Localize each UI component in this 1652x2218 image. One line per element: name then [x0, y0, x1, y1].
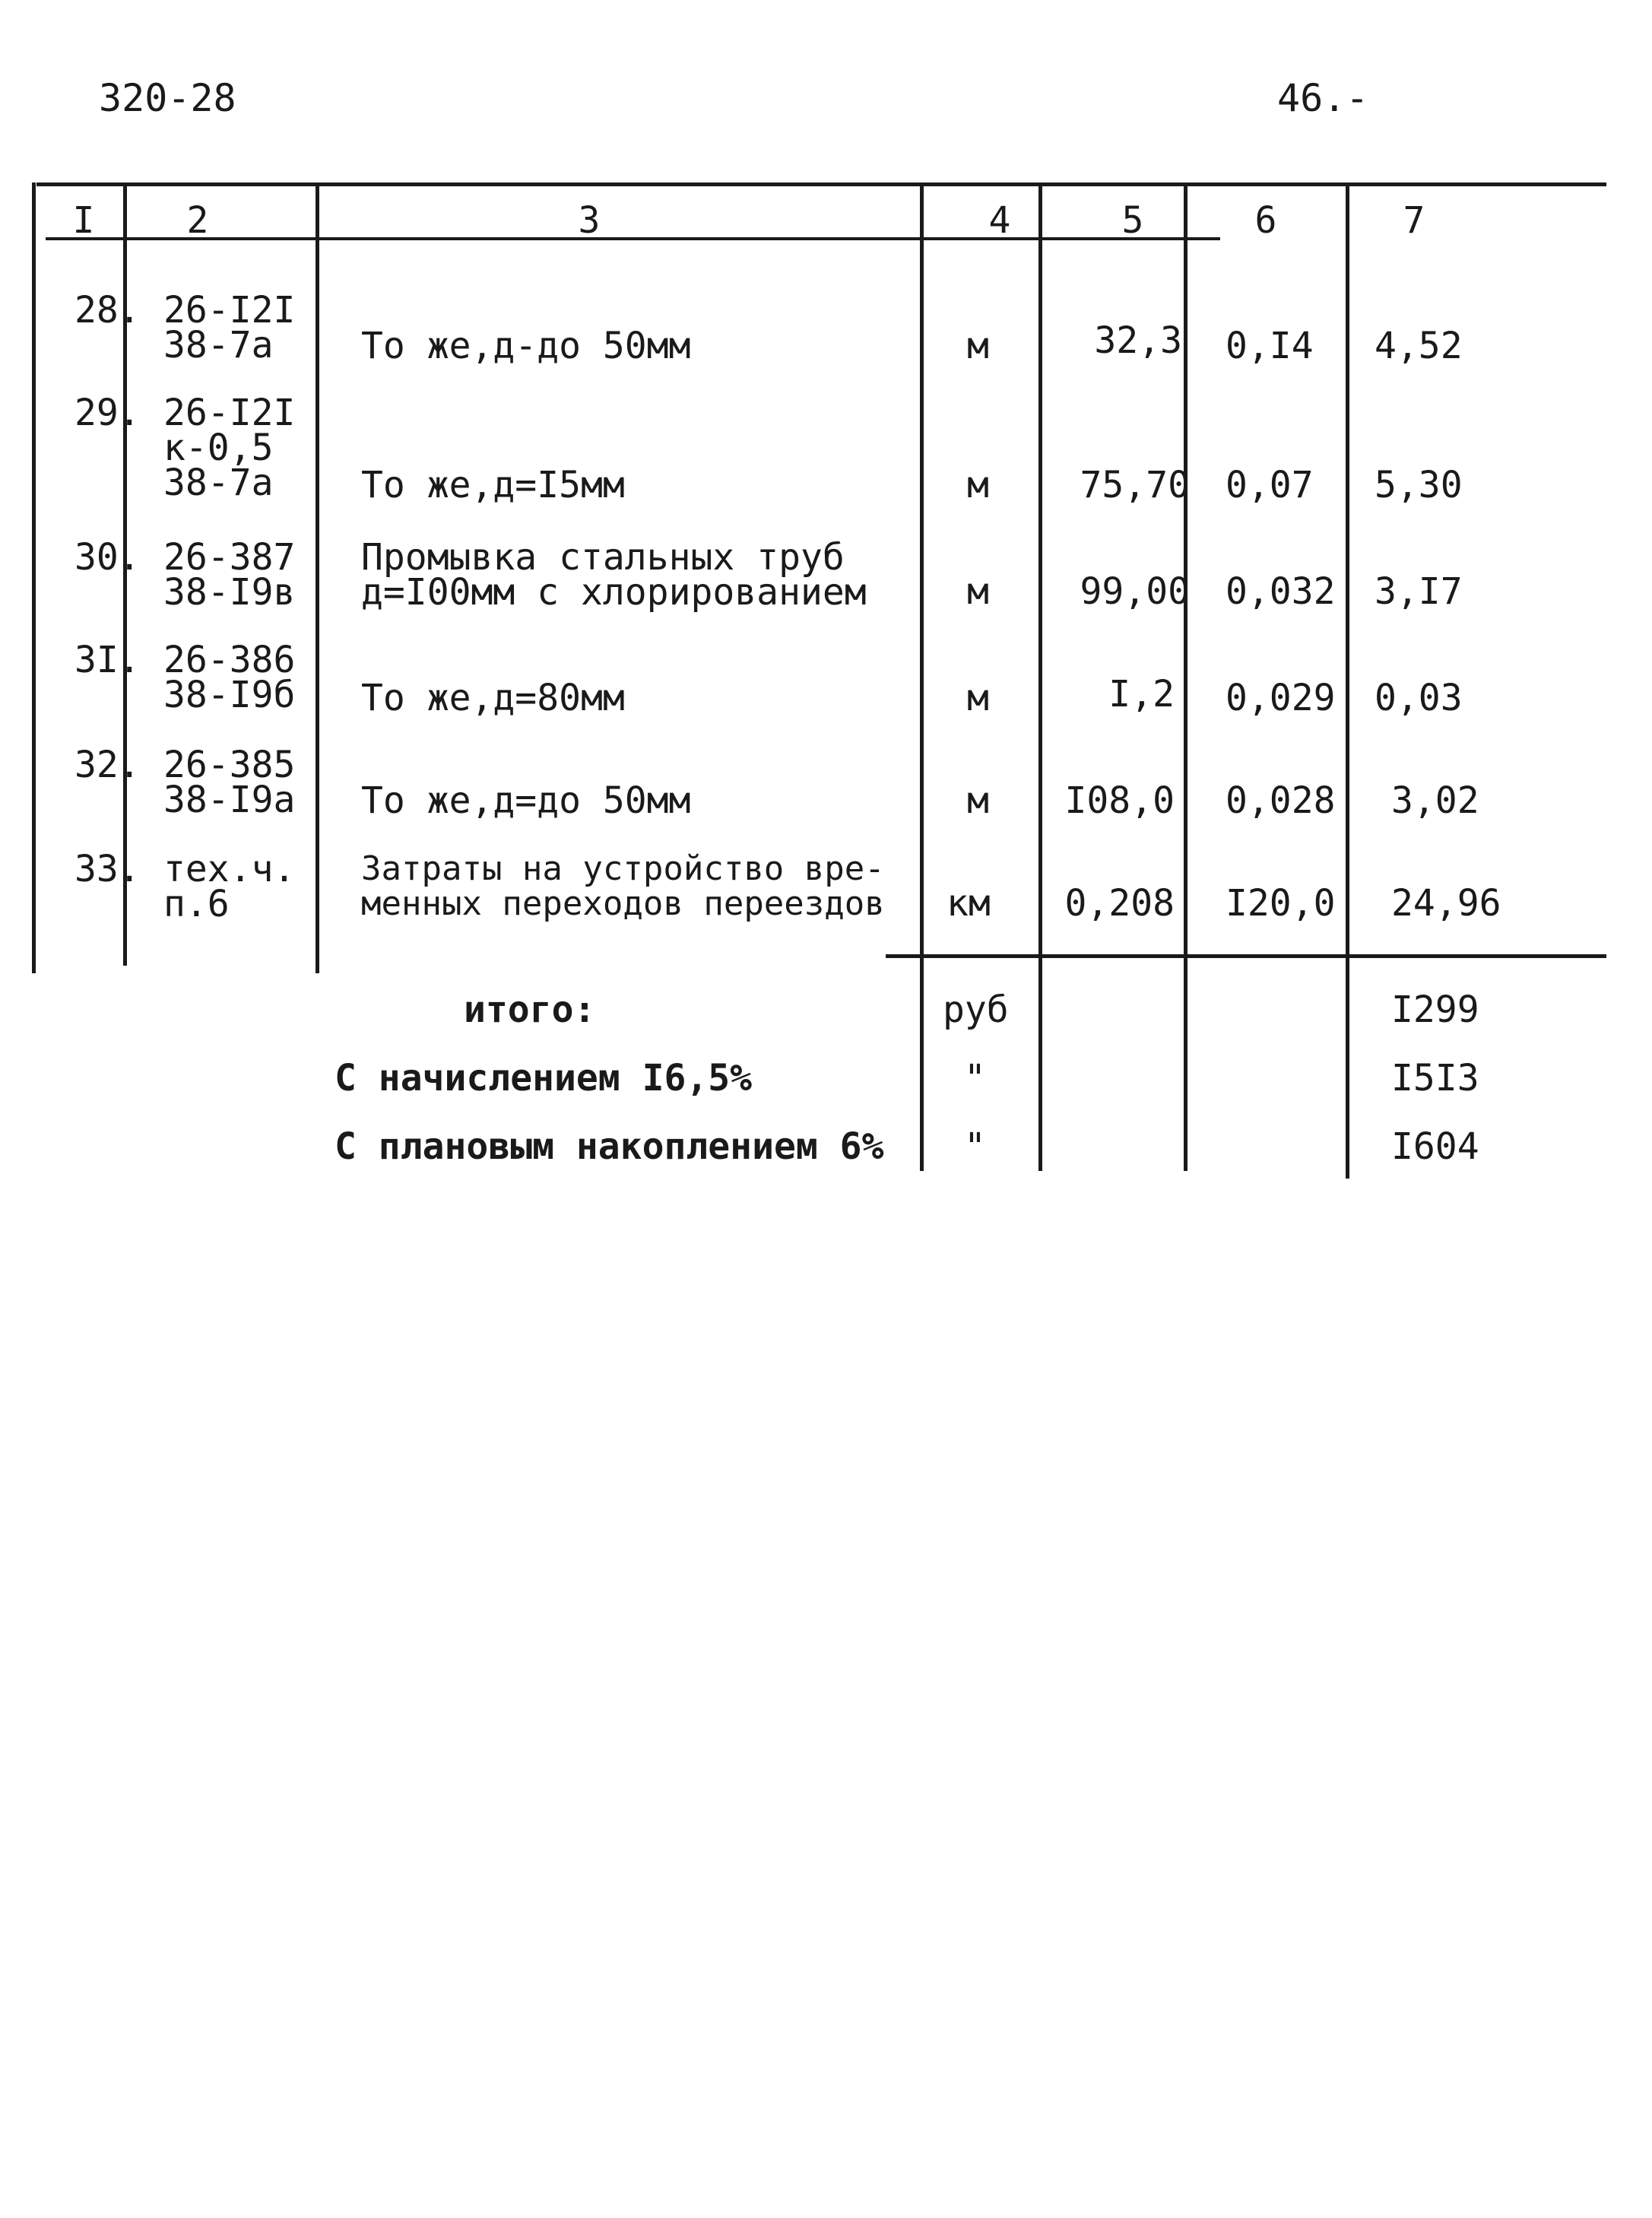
- row-quantity: I,2: [1108, 673, 1175, 716]
- document-code: 320-28: [99, 76, 236, 120]
- row-number: 33.: [75, 848, 141, 890]
- row-code: тех.ч. п.6: [163, 848, 296, 925]
- column-divider-4: [1038, 182, 1042, 1171]
- column-header-6: 6: [1254, 199, 1277, 242]
- row-code: 26-385 38-I9a: [163, 744, 296, 821]
- planned-accumulation-unit: ": [964, 1125, 986, 1168]
- row-rate: 0,I4: [1226, 325, 1314, 367]
- column-header-4: 4: [988, 199, 1011, 242]
- row-number: 29.: [75, 392, 141, 434]
- row-code: 26-387 38-I9в: [163, 536, 296, 614]
- row-description: То же,д=80мм: [361, 677, 625, 719]
- row-description: Затраты на устройство вре- менных переходов переездов: [361, 849, 885, 923]
- row-quantity: 99,00: [1080, 570, 1190, 613]
- planned-accumulation-value: I604: [1391, 1125, 1479, 1168]
- row-description: То же,д=I5мм: [361, 464, 625, 506]
- table-bottom-rule: [886, 954, 1606, 958]
- table-left-border: [32, 182, 36, 973]
- page-number: 46.-: [1277, 76, 1369, 120]
- row-number: 28.: [75, 289, 141, 332]
- row-number: 32.: [75, 744, 141, 786]
- row-code: 26-I2I к-0,5 38-7a: [163, 392, 296, 504]
- row-code: 26-386 38-I9б: [163, 639, 296, 716]
- row-rate: 0,032: [1226, 570, 1336, 613]
- column-divider-6: [1346, 182, 1349, 1179]
- column-divider-2: [315, 182, 319, 973]
- row-unit: км: [946, 882, 991, 925]
- row-total: 0,03: [1375, 677, 1463, 719]
- row-number: 30.: [75, 536, 141, 579]
- surcharge-label: С начислением I6,5%: [335, 1057, 753, 1099]
- row-quantity: 0,208: [1064, 882, 1175, 925]
- row-description: То же,д=до 50мм: [361, 779, 691, 822]
- surcharge-value: I5I3: [1391, 1057, 1479, 1099]
- row-description: То же,д-до 50мм: [361, 325, 691, 367]
- column-divider-3: [920, 182, 924, 1171]
- row-unit: м: [967, 464, 989, 506]
- table-top-rule: [36, 182, 1606, 186]
- row-quantity: 75,70: [1080, 464, 1190, 506]
- row-unit: м: [967, 677, 989, 719]
- row-total: 4,52: [1375, 325, 1463, 367]
- row-total: 24,96: [1391, 882, 1501, 925]
- column-divider-5: [1184, 182, 1187, 1171]
- row-rate: I20,0: [1226, 882, 1336, 925]
- total-unit: руб: [943, 988, 1009, 1031]
- row-unit: м: [967, 570, 989, 613]
- row-total: 5,30: [1375, 464, 1463, 506]
- row-rate: 0,028: [1226, 779, 1336, 822]
- column-header-3: 3: [578, 199, 601, 242]
- row-code: 26-I2I 38-7a: [163, 289, 296, 366]
- planned-accumulation-label: С плановым накоплением 6%: [335, 1125, 884, 1168]
- row-rate: 0,029: [1226, 677, 1336, 719]
- row-unit: м: [967, 325, 989, 367]
- row-unit: м: [967, 779, 989, 822]
- total-value: I299: [1391, 988, 1479, 1031]
- row-rate: 0,07: [1226, 464, 1314, 506]
- row-quantity: I08,0: [1064, 779, 1175, 822]
- row-total: 3,I7: [1375, 570, 1463, 613]
- column-header-2: 2: [186, 199, 209, 242]
- column-header-7: 7: [1403, 199, 1425, 242]
- row-total: 3,02: [1391, 779, 1479, 822]
- surcharge-unit: ": [964, 1057, 986, 1099]
- column-header-1: I: [72, 199, 95, 242]
- row-description: Промывка стальных труб д=I00мм с хлорированием: [361, 536, 867, 614]
- row-number: 3I.: [75, 639, 141, 681]
- column-header-5: 5: [1121, 199, 1144, 242]
- total-label: итого:: [464, 988, 596, 1031]
- row-quantity: 32,3: [1094, 319, 1182, 362]
